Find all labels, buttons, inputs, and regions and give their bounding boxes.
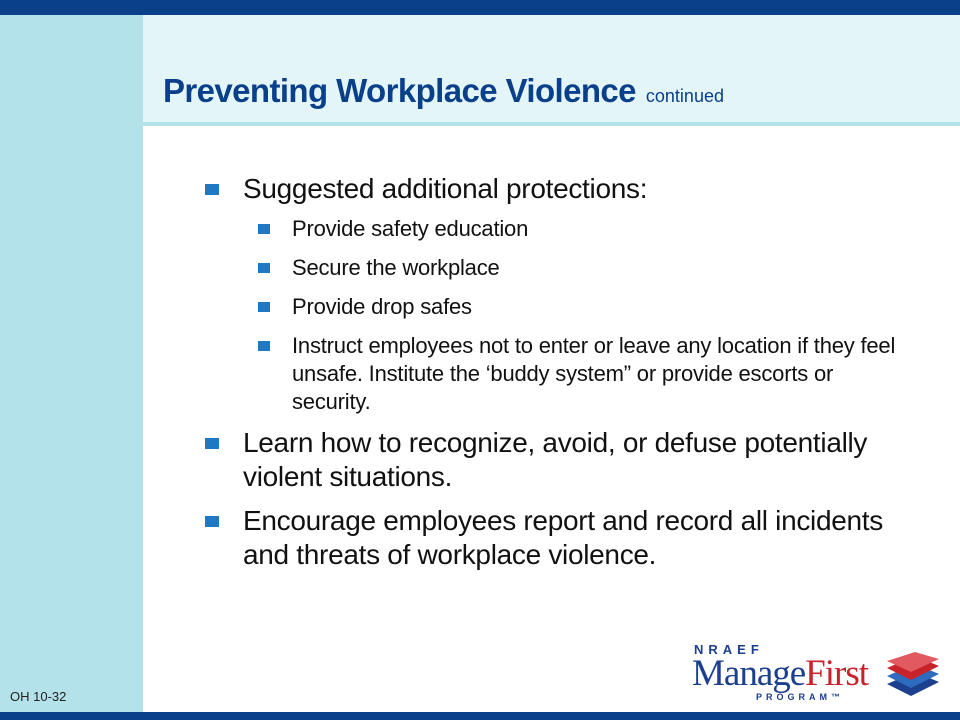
bullet-item — [205, 172, 905, 206]
square-bullet-icon — [258, 302, 270, 312]
bullet-text: Provide drop safes — [292, 294, 472, 319]
slide-title-text: Preventing Workplace Violence — [163, 72, 636, 109]
bullet-list — [205, 172, 905, 572]
stacked-layers-icon — [883, 652, 943, 704]
bottom-bar — [0, 712, 960, 720]
bullet-item — [205, 504, 905, 572]
square-bullet-icon — [205, 438, 219, 449]
bullet-text: Learn how to recognize, avoid, or defuse potentially violent situations. — [243, 427, 868, 492]
bullet-text: Encourage employees report and record all incidents and threats of workplace violence. — [243, 505, 883, 570]
square-bullet-icon — [205, 184, 219, 195]
title-divider — [143, 122, 960, 126]
bullet-text: Secure the workplace — [292, 255, 500, 280]
slide-title-suffix: continued — [645, 86, 724, 106]
logo-brand-main: Manage — [692, 653, 806, 694]
logo-brand-text — [692, 652, 868, 695]
square-bullet-icon — [205, 516, 219, 527]
sub-bullet-item — [205, 215, 905, 243]
bullet-item — [205, 426, 905, 494]
bullet-text: Suggested additional protections: — [243, 173, 648, 204]
logo-org-text: NRAEF — [694, 642, 764, 657]
sub-bullet-item — [205, 293, 905, 321]
square-bullet-icon — [258, 263, 270, 273]
logo-program-text: PROGRAM™ — [756, 692, 844, 702]
side-panel — [0, 15, 143, 712]
sub-bullet-item — [205, 254, 905, 282]
top-bar — [0, 0, 960, 15]
sub-bullet-item — [205, 332, 905, 416]
bullet-text: Provide safety education — [292, 216, 529, 241]
slide-title — [163, 72, 724, 110]
slide-number: OH 10-32 — [10, 689, 67, 704]
square-bullet-icon — [258, 341, 270, 351]
logo-brand-accent: First — [805, 653, 869, 694]
square-bullet-icon — [258, 224, 270, 234]
managefirst-logo — [690, 640, 950, 712]
bullet-text: Instruct employees not to enter or leave any location if they feel unsafe. Institute the ‘buddy system” or provide escorts or security. — [292, 333, 896, 414]
